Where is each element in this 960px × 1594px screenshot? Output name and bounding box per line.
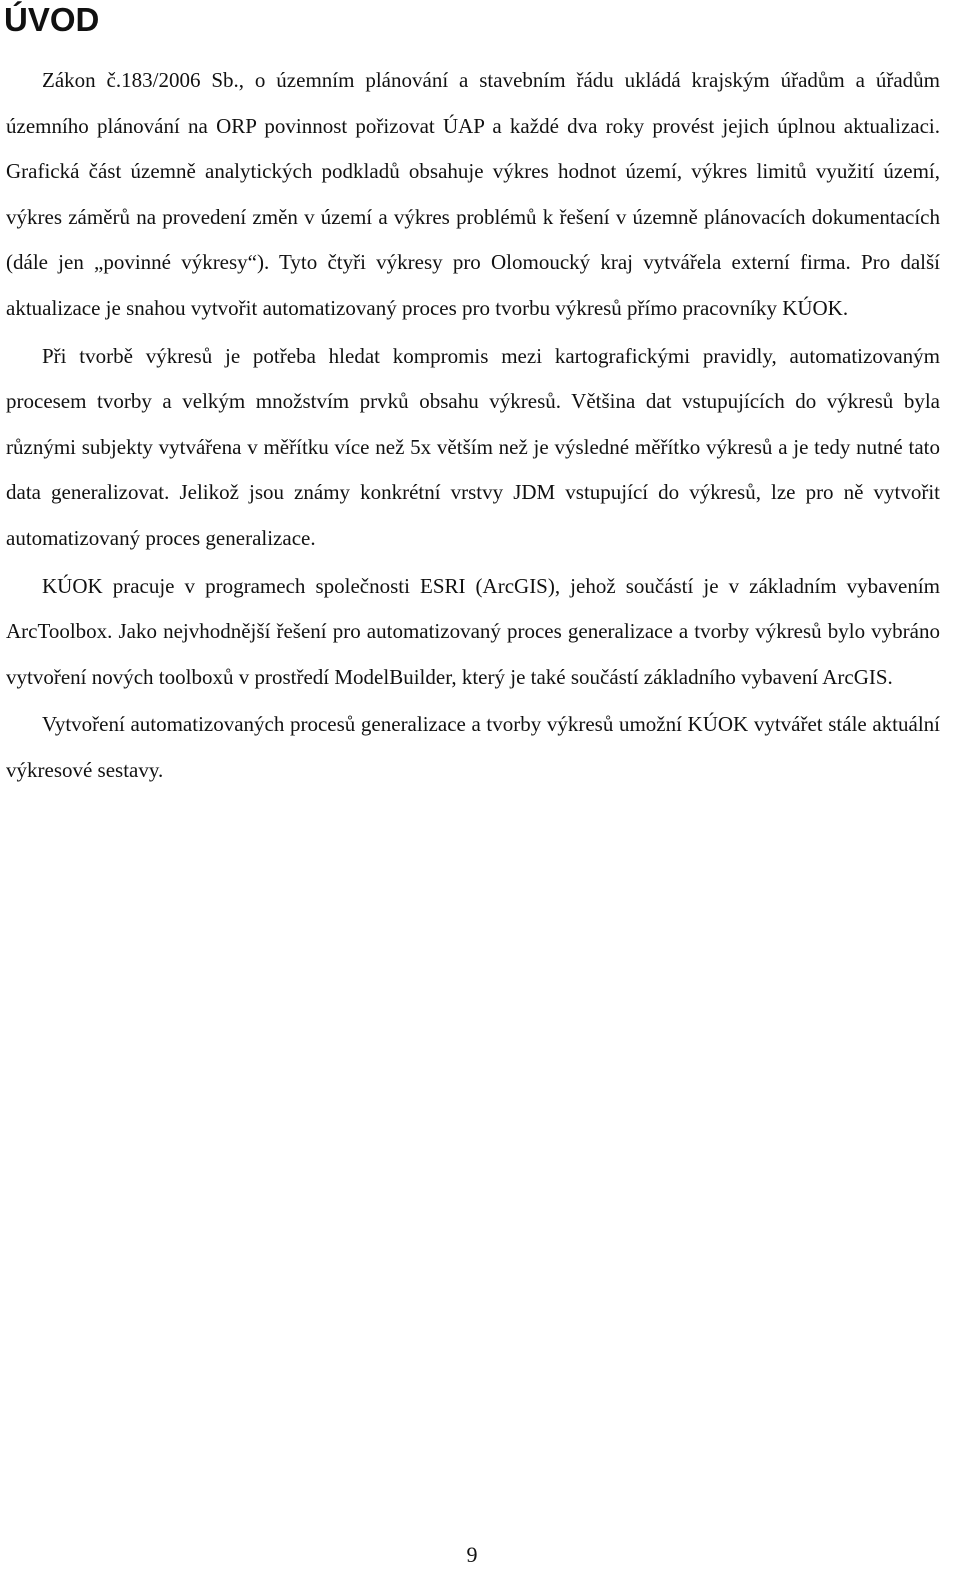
page-number: 9 bbox=[466, 1542, 478, 1567]
section-heading: ÚVOD bbox=[4, 1, 100, 38]
paragraph-generalization: Při tvorbě výkresů je potřeba hledat kompromis mezi kartografickými pravidly, automatizovaným procesem tvorby a velkým množstvím prvků obsahu výkresů. Většina dat vstupujících do výkresů byla různými subjekty vytvářena v měřítku více než 5x větším než je výsledné měřítko výkresů a je tedy nutné tato data generalizovat. Jelikož jsou známy konkrétní vrstvy JDM vstupující do výkresů, lze pro ně vytvořit automatizovaný proces generalizace. bbox=[6, 343, 940, 550]
paragraph-conclusion: Vytvoření automatizovaných procesů generalizace a tvorby výkresů umožní KÚOK vytvářet stále aktuální výkresové sestavy. bbox=[6, 712, 940, 782]
paragraph-software: KÚOK pracuje v programech společnosti ESRI (ArcGIS), jehož součástí je v základním vybavením ArcToolbox. Jako nejvhodnější řešení pro automatizovaný proces generalizace a tvorby výkresů bylo vybráno vytvoření nových toolboxů v prostředí ModelBuilder, který je také součástí základního vybavení ArcGIS. bbox=[6, 573, 940, 689]
paragraph-intro: Zákon č.183/2006 Sb., o územním plánování a stavebním řádu ukládá krajským úřadům a úřadům územního plánování na ORP povinnost pořizovat ÚAP a každé dva roky provést jejich úplnou aktualizaci. Grafická část územně analytických podkladů obsahuje výkres hodnot území, výkres limitů využití území, výkres záměrů na provedení změn v území a výkres problémů k řešení v územně plánovacích dokumentacích (dále jen „povinné výkresy“). Tyto čtyři výkresy pro Olomoucký kraj vytvářela externí firma. Pro další aktualizace je snahou vytvořit automatizovaný proces pro tvorbu výkresů přímo pracovníky KÚOK. bbox=[6, 68, 940, 320]
body-text bbox=[6, 58, 940, 796]
